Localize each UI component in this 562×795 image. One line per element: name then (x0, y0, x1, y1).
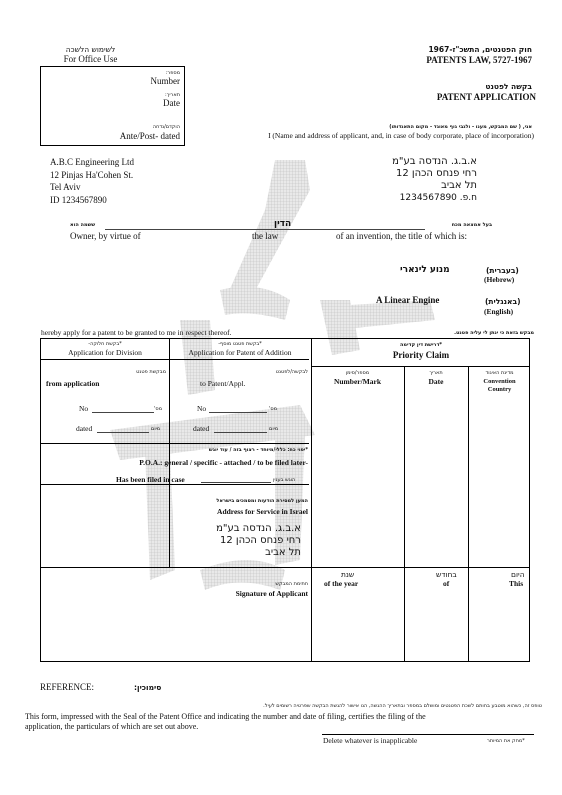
hereby-he: מבקש בזאת כי ינתן לי עליה פטנט. (454, 330, 534, 336)
priority-col-country-en: Country (487, 386, 512, 393)
applicant-en-line: 12 Pinjas Ha'Cohen St. (50, 169, 134, 180)
addition-no-en: No (197, 404, 207, 413)
footer-delete-he: *מחק את המיותר (487, 738, 525, 744)
addition-no-he: מס' (269, 406, 278, 412)
signature-he: חתימת המבקש (275, 581, 308, 587)
title-hebrew-value: מנוע לינארי (400, 265, 450, 275)
application-title-he: בקשה לפטנט (485, 82, 532, 91)
applicant-en-line: ID 1234567890 (50, 194, 107, 205)
priority-col-date-he: תאריך (429, 370, 443, 376)
division-no-he: מס' (154, 406, 163, 412)
division-no-line[interactable] (92, 412, 154, 413)
poa-en: P.O.A.: general / specific - attached / to be filed later- (139, 458, 308, 467)
owner-invention-en: of an invention, the title of which is: (336, 231, 467, 241)
division-dated-he: מיום (151, 426, 161, 432)
applicant-he-line: תל אביב (441, 180, 477, 191)
division-sub-en: from application (46, 379, 100, 388)
priority-col-country-en: Convention (483, 378, 516, 385)
owner-label-en: Owner, by virtue of (70, 231, 141, 241)
owner-law-en: the law (252, 231, 279, 241)
applicant-en-line: Tel Aviv (50, 182, 81, 192)
service-address-line: רחי פנחס הכהן 12 (219, 535, 301, 546)
priority-col-country-he: מדינת האיגוד (485, 370, 514, 376)
law-title-he: חוק הפטנטים, התשכ"ז-1967 (428, 45, 532, 54)
office-use-box (40, 66, 185, 146)
poa-he: *יפוי כח: כללי/מיוחד - רצוף בזה / עוד יוגש (208, 447, 308, 453)
sign-day-he: היום (511, 570, 525, 579)
applicant-en-block (50, 156, 134, 206)
addition-head-he: *בקשת פטנט מוסף- (218, 341, 262, 347)
service-address-line: א.ב.ג. הנדסה בע"מ (216, 523, 301, 534)
owner-law-value: הדין (274, 219, 292, 229)
law-title-en: PATENTS LAW, 5727-1967 (426, 55, 532, 65)
owner-name-label-he: ששמה הוא (70, 222, 96, 228)
applicant-he-line: ח.פ. 1234567890 (399, 193, 477, 203)
form-table (40, 338, 530, 662)
division-dated-en: dated (76, 424, 93, 433)
division-no-en: No (79, 404, 89, 413)
footer-en-line1: This form, impressed with the Seal of the Patent Office and indicating the number and date of filing, certifies the filing of the (25, 712, 426, 721)
office-date-he: תאריך: (165, 92, 180, 98)
priority-head-he: *דרישת דין קדימה (400, 342, 442, 348)
office-ante-en: Ante/Post- dated (119, 131, 180, 141)
division-dated-line[interactable] (97, 432, 149, 433)
addition-dated-en: dated (193, 424, 210, 433)
addition-sub-en: to Patent/Appl. (200, 379, 246, 388)
footer-rule (322, 734, 534, 735)
addition-head-en: Application for Patent of Addition (188, 348, 292, 357)
applicant-he-block (392, 156, 477, 204)
title-english-label-en: (English) (484, 307, 514, 316)
owner-underline (105, 229, 425, 230)
signature-en: Signature of Applicant (235, 589, 308, 598)
poa-filed-en: Has been filed in case (116, 475, 185, 484)
priority-col-date-en: Date (428, 377, 444, 386)
poa-filed-he: הוגש בענין (273, 477, 296, 483)
footer-en-line2: application, the particulars of which are set out above. (25, 722, 199, 731)
addition-no-line[interactable] (209, 412, 267, 413)
reference-he: סימוכין: (134, 683, 162, 692)
title-hebrew-label-en: (Hebrew) (484, 275, 515, 284)
priority-col-number-en: Number/Mark (333, 377, 382, 386)
addition-dated-he: מיום (269, 426, 279, 432)
applicant-he-line: רחי פנחס הכהן 12 (395, 168, 477, 179)
footer-he: טופס זה, כשהוא מוטבע בחותם לשכת הפטנטים ומושלם במספר ובתאריך ההגשה, הנו אישור להגשת הבקשה שפרטיה רשומים לעיל. (263, 703, 542, 709)
title-english-value: A Linear Engine (376, 295, 440, 305)
addition-dated-line[interactable] (214, 432, 267, 433)
priority-head-en: Priority Claim (392, 350, 450, 360)
sign-year-en: of the year (324, 579, 359, 588)
poa-filed-line[interactable] (201, 482, 271, 483)
service-address-block (216, 523, 301, 559)
footer-delete-en: Delete whatever is inapplicable (323, 736, 418, 745)
office-date-en: Date (163, 98, 180, 108)
priority-col-number-he: מספר/סימן (345, 370, 370, 376)
application-title-en: PATENT APPLICATION (436, 92, 536, 102)
owner-label-he: בעל אמצאה מכח (451, 222, 492, 228)
office-number-en: Number (150, 76, 180, 86)
office-number-he: מספר: (165, 70, 180, 76)
service-address-line: תל אביב (265, 547, 301, 558)
division-head-en: Application for Division (68, 348, 142, 357)
sign-day-en: This (509, 579, 524, 588)
applicant-en-line: A.B.C Engineering Ltd (50, 157, 134, 167)
service-label-he: המען למסירת הודעות ומסמכים בישראל (216, 498, 308, 504)
sign-month-he: בחודש (436, 570, 457, 579)
applicant-label-en: I (Name and address of applicant, and, in case of body corporate, place of incorporation) (268, 131, 534, 140)
office-use-title-en: For Office Use (63, 54, 118, 64)
applicant-he-line: א.ב.ג. הנדסה בע"מ (392, 156, 477, 167)
title-english-label-he: (באנגלית) (485, 297, 521, 306)
service-label-en: Address for Service in Israel (217, 507, 308, 516)
title-hebrew-label-he: (בעברית) (486, 266, 519, 275)
division-sub-he: מבקשת פטנט (136, 369, 166, 375)
sign-month-en: of (443, 579, 450, 588)
division-head-he: *בקשת חלוקה- (88, 341, 122, 347)
hereby-en: hereby apply for a patent to be granted to me in respect thereof. (41, 328, 232, 337)
reference-en: REFERENCE: (40, 682, 95, 692)
addition-sub-he: לבקשה/לפטנט (275, 369, 308, 375)
sign-year-he: שנת (341, 570, 355, 579)
office-ante-he: הוקדם/נדחה (152, 124, 180, 130)
applicant-label-he: אני, ( שם המבקש, מענו - ולגבי גוף מאוגד - מקום התאגדותו) (389, 124, 532, 130)
office-use-title-he: לשימוש הלשכה (65, 45, 116, 54)
